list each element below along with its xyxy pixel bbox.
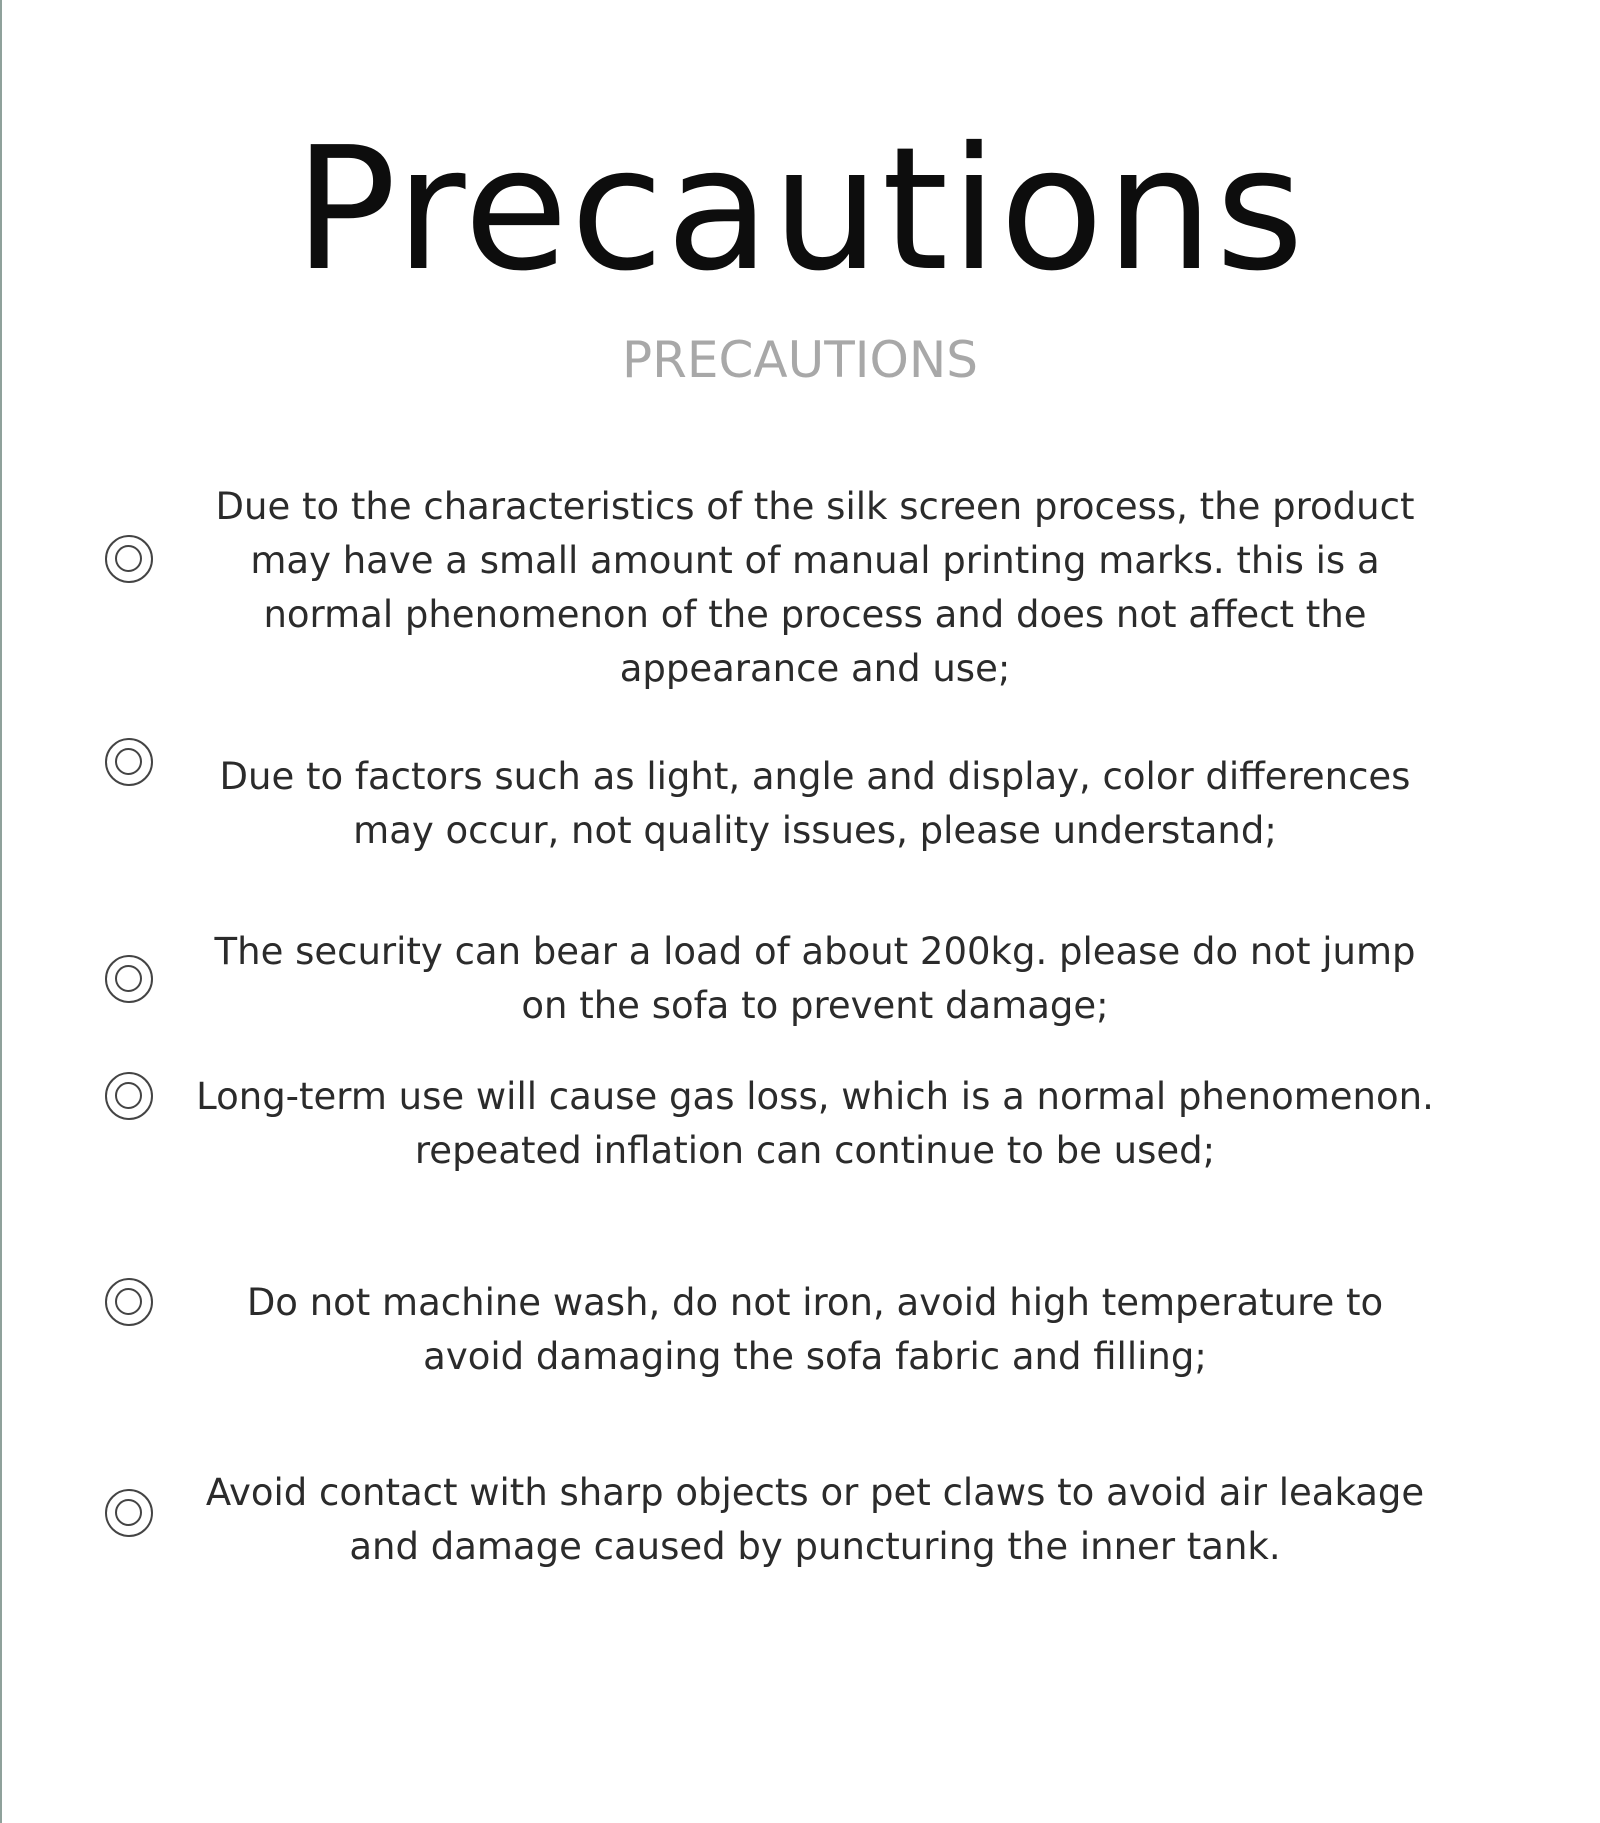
precaution-text-2: Due to factors such as light, angle and display, color differences may occur, not quality issues, please understand; [219,755,1411,852]
precaution-text-1: Due to the characteristics of the silk screen process, the product may have a small amount of manual printing marks. this is a normal phenomenon of the process and does not affect the appearance and use; [215,485,1415,690]
double-circle-icon [105,1072,153,1120]
double-circle-icon [105,955,153,1003]
double-circle-icon [105,1278,153,1326]
precaution-text-6: Avoid contact with sharp objects or pet claws to avoid air leakage and damage caused by puncturing the inner tank. [205,1471,1425,1568]
page-subtitle: PRECAUTIONS [622,331,978,389]
precaution-text-4: Long-term use will cause gas loss, which is a normal phenomenon. repeated inflation can continue to be used; [196,1075,1434,1172]
double-circle-icon [105,738,153,786]
precaution-text-3: The security can bear a load of about 200kg. please do not jump on the sofa to prevent damage; [214,930,1416,1027]
page-title: Precautions [294,111,1306,309]
precaution-text-5: Do not machine wash, do not iron, avoid high temperature to avoid damaging the sofa fabric and filling; [246,1281,1384,1378]
double-circle-icon [105,1489,153,1537]
double-circle-icon [105,535,153,583]
